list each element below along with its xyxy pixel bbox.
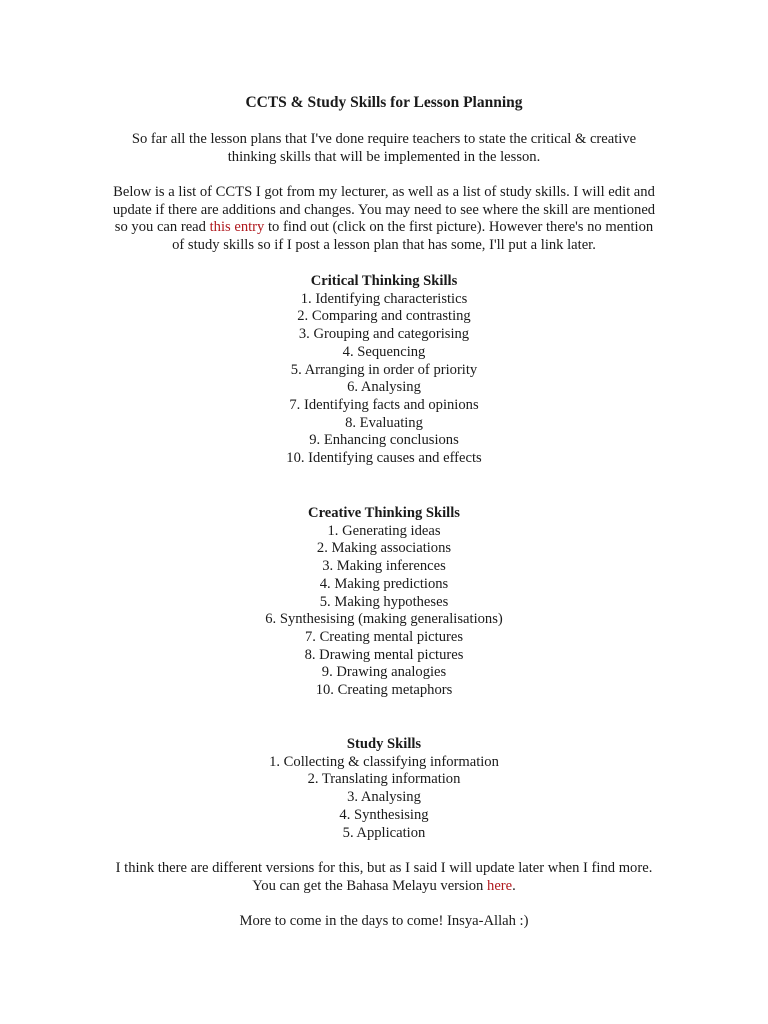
critical-list-item: 2. Comparing and contrasting [297,308,471,325]
intro-line: thinking skills that will be implemented in the lesson. [227,148,541,165]
study-skills-heading: Study Skills [346,736,422,752]
creative-list-item: 9. Drawing analogies [321,664,447,681]
creative-list-item: 2. Making associations [316,540,452,557]
study-list-item: 4. Synthesising [339,806,429,823]
critical-list-item: 1. Identifying characteristics [300,290,468,307]
bahasa-melayu-link[interactable]: here [487,877,513,894]
critical-list-item: 9. Enhancing conclusions [309,432,459,449]
paragraph-text: to find out (click on the first picture). However there's no mention [264,219,654,236]
study-list-item: 3. Analysing [347,789,421,806]
creative-thinking-section [0,505,768,700]
closing-line [64,878,704,896]
paragraph-line: update if there are additions and changes. You may need to see where the skill are mentioned [112,201,656,218]
critical-thinking-list [0,291,768,468]
critical-list-item: 10. Identifying causes and effects [286,450,482,467]
critical-list-item: 5. Arranging in order of priority [290,361,478,378]
critical-thinking-section [0,273,768,468]
creative-list-item: 1. Generating ideas [327,522,441,539]
intro-paragraph [84,131,684,166]
paragraph-line: of study skills so if I post a lesson plan that has some, I'll put a link later. [172,237,596,254]
ccts-explanation-paragraph [74,184,694,255]
critical-list-item: 8. Evaluating [345,414,423,431]
study-list-item: 1. Collecting & classifying information [269,753,499,770]
critical-list-item: 3. Grouping and categorising [298,326,470,343]
creative-list-item: 3. Making inferences [322,558,446,575]
closing-paragraph [64,860,704,895]
creative-thinking-heading: Creative Thinking Skills [308,505,460,521]
paragraph-line: Below is a list of CCTS I got from my lecturer, as well as a list of study skills. I will edit and [113,184,655,200]
creative-list-item: 8. Drawing mental pictures [304,646,464,663]
study-skills-section [0,736,768,842]
creative-list-item: 10. Creating metaphors [315,682,453,699]
closing-remark: More to come in the days to come! Insya-Allah :) [239,913,529,929]
critical-thinking-heading: Critical Thinking Skills [310,273,458,289]
page-title: CCTS & Study Skills for Lesson Planning [245,94,523,111]
closing-text: . [512,877,516,894]
critical-list-item: 6. Analysing [347,379,421,396]
critical-list-item: 7. Identifying facts and opinions [289,396,479,413]
study-list-item: 5. Application [342,824,426,841]
creative-thinking-list [0,523,768,700]
critical-list-item: 4. Sequencing [342,343,426,360]
study-skills-list [0,754,768,843]
creative-list-item: 7. Creating mental pictures [304,628,464,645]
creative-list-item: 4. Making predictions [319,575,449,592]
closing-line: I think there are different versions for this, but as I said I will update later when I find more. [115,860,653,876]
closing-text: You can get the Bahasa Melayu version [252,877,488,894]
study-list-item: 2. Translating information [307,771,461,788]
paragraph-line [74,219,694,237]
creative-list-item: 5. Making hypotheses [319,593,449,610]
creative-list-item: 6. Synthesising (making generalisations) [265,611,503,628]
this-entry-link[interactable]: this entry [209,219,265,236]
intro-line: So far all the lesson plans that I've done require teachers to state the critical & creative [131,131,637,147]
paragraph-text: so you can read [114,219,210,236]
